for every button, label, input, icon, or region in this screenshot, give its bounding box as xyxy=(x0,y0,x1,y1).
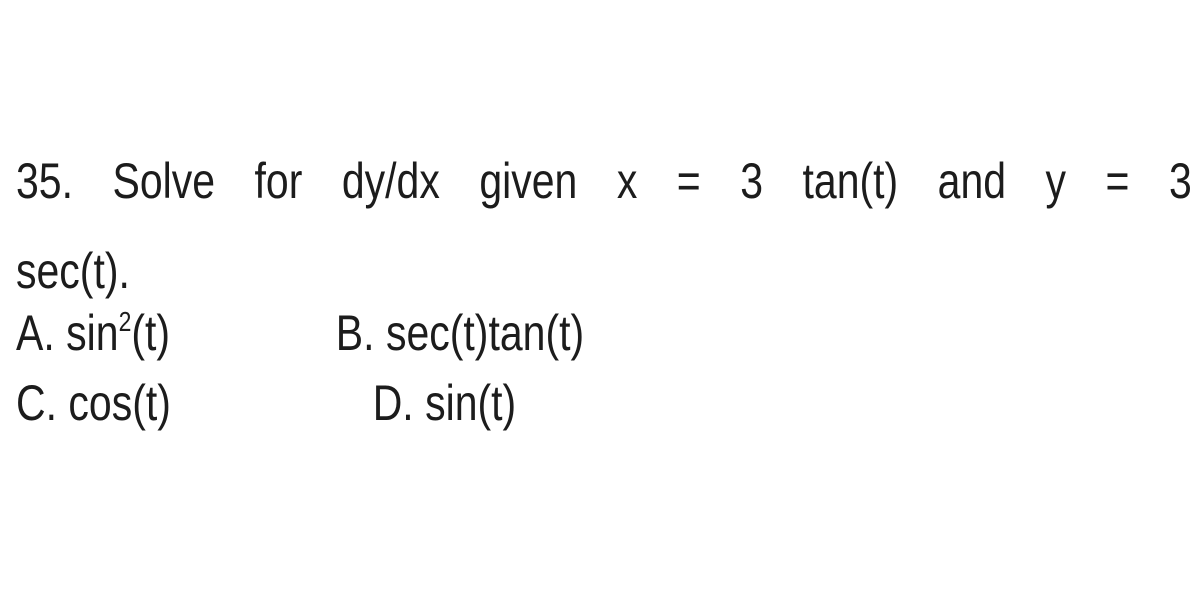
answer-option-b xyxy=(335,305,585,361)
question-word: = xyxy=(1105,153,1130,209)
question-number: 35. xyxy=(16,153,74,209)
answer-d-label: D. xyxy=(372,375,414,431)
question-word: given xyxy=(479,153,578,209)
answer-option-c xyxy=(16,375,171,431)
answer-b-text: sec(t)tan(t) xyxy=(385,305,585,361)
answer-option-a xyxy=(16,305,171,361)
answer-a-label: A. xyxy=(16,305,55,361)
answer-a-argument: (t) xyxy=(131,305,171,361)
question-word: 3 xyxy=(740,153,764,209)
question-continuation: sec(t). xyxy=(16,243,130,299)
answer-d-text: sin(t) xyxy=(425,375,517,431)
question-word: and xyxy=(937,153,1007,209)
question-word: y xyxy=(1045,153,1067,209)
answer-b-label: B. xyxy=(335,305,375,361)
question-word: x xyxy=(616,153,638,209)
question-word: 3 xyxy=(1168,153,1192,209)
question-word: Solve xyxy=(112,153,216,209)
question-line-2 xyxy=(16,243,130,299)
question-word: for xyxy=(254,153,303,209)
answer-a-exponent: 2 xyxy=(118,305,132,337)
question-word: = xyxy=(676,153,701,209)
question-line-1 xyxy=(16,153,1192,209)
question-word: tan(t) xyxy=(802,153,899,209)
answer-c-label: C. xyxy=(16,375,57,431)
answer-c-text: cos(t) xyxy=(68,375,171,431)
question-word: dy/dx xyxy=(341,153,440,209)
answer-option-d xyxy=(372,375,517,431)
answer-a-function: sin xyxy=(66,305,119,361)
